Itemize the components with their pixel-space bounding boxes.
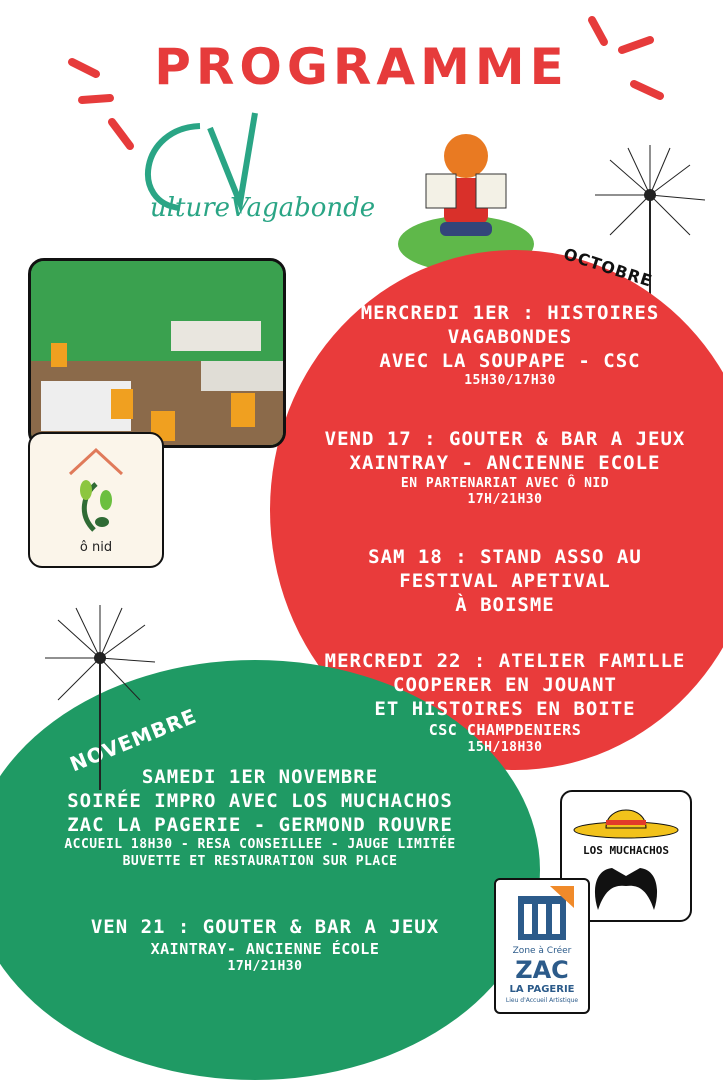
onid-label: ô nid <box>79 540 113 555</box>
event-title: SAM 18 : STAND ASSO AU <box>368 546 642 568</box>
event-location: XAINTRAY - ANCIENNE ECOLE <box>349 451 661 474</box>
event-note: BUVETTE ET RESTAURATION SUR PLACE <box>122 853 398 869</box>
building-icon <box>510 886 574 946</box>
month-label-october: OCTOBRE <box>561 244 655 291</box>
event-time: 17H/21H30 <box>227 958 303 974</box>
house-tree-icon <box>64 444 128 536</box>
event-oct-18 <box>300 546 710 617</box>
event-note: EN PARTENARIAT AVEC Ô NID <box>400 475 610 491</box>
event-nov-1 <box>20 766 500 870</box>
muchachos-label: LOS MUCHACHOS <box>582 844 670 857</box>
month-label-november: NOVEMBRE <box>66 703 201 777</box>
event-location: CSC CHAMPDENIERS <box>428 721 582 740</box>
event-oct-17 <box>290 428 720 508</box>
event-oct-1 <box>300 302 720 390</box>
event-title: VEND 17 : GOUTER & BAR A JEUX <box>324 428 686 450</box>
event-time: 15H/18H30 <box>467 740 543 755</box>
event-location: XAINTRAY- ANCIENNE ÉCOLE <box>150 939 380 958</box>
event-title: MERCREDI 22 : ATELIER FAMILLE <box>324 650 686 672</box>
page-title: PROGRAMME <box>154 38 569 96</box>
event-title: ET HISTOIRES EN BOITE <box>374 697 636 720</box>
event-time: 15H30/17H30 <box>464 373 556 389</box>
event-location: AVEC LA SOUPAPE - CSC <box>379 349 641 372</box>
event-oct-22 <box>290 650 720 756</box>
room-photo <box>28 258 286 448</box>
event-title: COOPERER EN JOUANT <box>393 673 617 696</box>
onid-logo <box>28 432 164 568</box>
event-title: MERCREDI 1ER : HISTOIRES <box>360 302 660 324</box>
event-time: 17H/21H30 <box>467 491 543 507</box>
dandelion-icon <box>40 600 160 790</box>
logo-text: ultureVagabonde <box>150 193 376 223</box>
culture-vagabonde-logo <box>130 108 380 238</box>
event-location: ZAC LA PAGERIE - GERMOND ROUVRE <box>67 813 453 836</box>
zac-name: LA PAGERIE <box>509 984 575 995</box>
sombrero-icon <box>570 794 682 840</box>
zac-top: Zone à Créer <box>512 946 572 956</box>
mustache-icon <box>588 862 664 914</box>
event-title: SOIRÉE IMPRO AVEC LOS MUCHACHOS <box>67 789 453 812</box>
event-title: VAGABONDES <box>447 325 573 348</box>
event-location: À BOISME <box>455 593 555 616</box>
event-nov-21 <box>40 916 490 975</box>
zac-sub: Lieu d'Accueil Artistique <box>505 997 579 1004</box>
event-title: VEN 21 : GOUTER & BAR A JEUX <box>90 916 440 938</box>
event-title: SAMEDI 1ER NOVEMBRE <box>141 766 379 788</box>
zac-big: ZAC <box>515 956 569 984</box>
event-note: ACCUEIL 18H30 - RESA CONSEILLEE - JAUGE LIMITÉE <box>64 837 456 853</box>
event-title: FESTIVAL APETIVAL <box>399 569 611 592</box>
zac-la-pagerie-logo <box>494 878 590 1014</box>
